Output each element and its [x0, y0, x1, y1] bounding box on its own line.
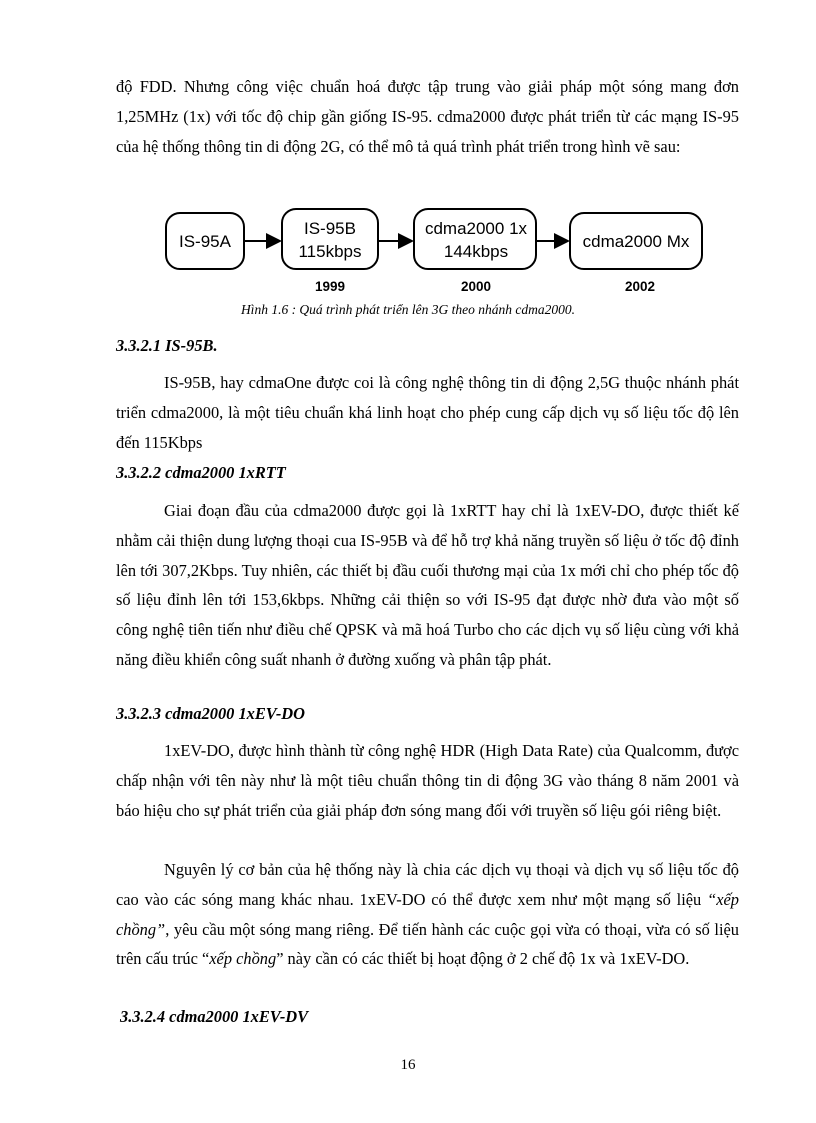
box-is95a-label: IS-95A — [179, 232, 231, 251]
box-cdma2000-mx-label: cdma2000 Mx — [582, 232, 690, 251]
year-2000: 2000 — [460, 279, 492, 294]
quote-xep-chong-1: “xếp chồng” — [116, 889, 739, 939]
section-heading-3-3-2-2: 3.3.2.2 cdma2000 1xRTT — [116, 463, 286, 482]
box-is95b-label: IS-95B — [304, 219, 356, 238]
section-heading-3-3-2-1: 3.3.2.1 IS-95B. — [116, 336, 218, 355]
box-cdma2000-1x-label: cdma2000 1x — [424, 219, 528, 238]
page-number: 16 — [400, 1057, 416, 1073]
box-is95b-rate: 115kbps — [298, 242, 362, 261]
section-3-paragraph-1: 1xEV-DO, được hình thành từ công nghệ HDR (High Data Rate) của Qualcomm, được chấp nhận với tên này như là một tiêu chuẩn thông tin di động 3G vào tháng 8 năm 2001 và báo hiệu cho sự phát triển của giải pháp đơn sóng mang đối với truyền số liệu gói riêng biệt. — [116, 741, 739, 820]
section-heading-3-3-2-4: 3.3.2.4 cdma2000 1xEV-DV — [120, 1007, 309, 1026]
evolution-diagram — [160, 205, 720, 300]
section-1-paragraph: IS-95B, hay cdmaOne được coi là công nghệ thông tin di động 2,5G thuộc nhánh phát triển cdma2000, là một tiêu chuẩn khá linh hoạt cho phép cung cấp dịch vụ số liệu tốc độ lên đến 115Kbps — [116, 373, 739, 452]
quote-xep-chong-2: xếp chồng — [209, 949, 277, 969]
section-3-paragraph-2: Nguyên lý cơ bản của hệ thống này là chia các dịch vụ thoại và dịch vụ số liệu tốc độ cao vào các sóng mang khác nhau. 1xEV-DO có thể được xem như một mạng số liệu “xếp chồng”, yêu cầu một sóng mang riêng. Để tiến hành các cuộc gọi vừa có thoại, vừa có số liệu trên cấu trúc “xếp chồng” này cần có các thiết bị hoạt động ở 2 chế độ 1x và 1xEV-DO. — [116, 860, 739, 969]
intro-paragraph: độ FDD. Nhưng công việc chuẩn hoá được tập trung vào giải pháp một sóng mang đơn 1,25MHz (1x) với tốc độ chip gần giống IS-95. cdma2000 được phát triển từ các mạng IS-95 của hệ thống thông tin di động 2G, có thể mô tả quá trình phát triển trong hình vẽ sau: — [116, 77, 739, 156]
year-2002: 2002 — [624, 279, 656, 294]
year-1999: 1999 — [314, 279, 346, 294]
section-heading-3-3-2-3: 3.3.2.3 cdma2000 1xEV-DO — [116, 704, 305, 723]
box-cdma2000-1x-rate: 144kbps — [443, 242, 509, 261]
section-2-paragraph: Giai đoạn đầu của cdma2000 được gọi là 1xRTT hay chỉ là 1xEV-DO, được thiết kế nhằm cải thiện dung lượng thoại cua IS-95B và để hỗ trợ khả năng truyền số liệu ở tốc độ đỉnh lên tới 307,2Kbps. Tuy nhiên, các thiết bị đầu cuối thương mại của 1x mới chỉ cho phép tốc độ số liệu đỉnh lên tới 153,6kbps. Những cải thiện so với IS-95 đạt được nhờ đưa vào một số công nghệ tiên tiến như điều chế QPSK và mã hoá Turbo cho các dịch vụ số liệu cùng với khả năng điều khiển công suất nhanh ở đường xuống và phân tập phát. — [116, 501, 739, 669]
figure-caption: Hình 1.6 : Quá trình phát triển lên 3G theo nhánh cdma2000. — [240, 302, 576, 317]
